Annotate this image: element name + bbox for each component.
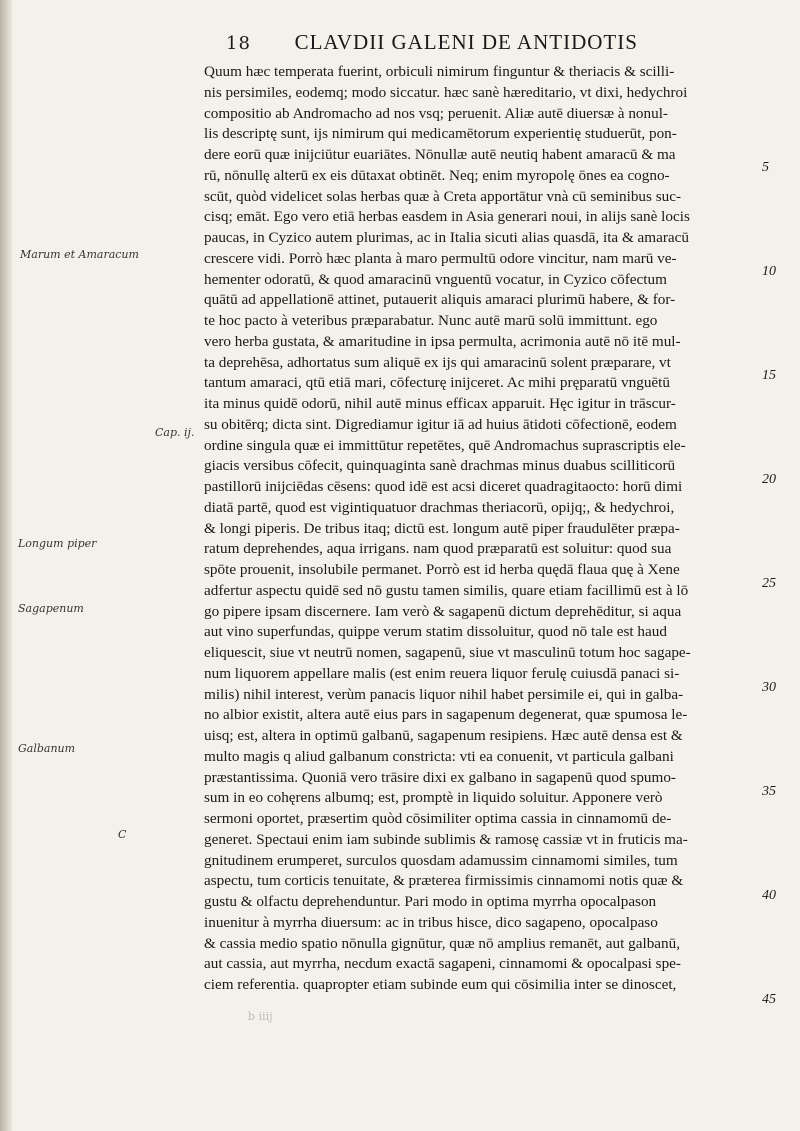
- main-text-block: [204, 62, 757, 996]
- text-line: ordine singula quæ ei immittūtur repetētes, quē Andromachus suprascriptis ele-: [204, 436, 686, 454]
- text-line: go pipere ipsam discernere. Iam verò & sagapenū dictum deprehēditur, si aqua: [204, 602, 682, 620]
- line-number: 25: [762, 576, 776, 591]
- page-header: [226, 30, 766, 55]
- text-line: giacis versibus cōfecit, quinquaginta sanè drachmas minus duabus scilliticorū: [204, 457, 676, 475]
- text-line: no albior existit, altera autē eius pars in sagapenum degenerat, quæ spumosa le-: [204, 706, 688, 724]
- text-line: vero herba gustata, & amaritudine in ipsa permulta, acrimonia autē nō itē mul-: [204, 332, 681, 350]
- text-line: rū, nōnullę alterū ex eis dūtaxat obtinēt. Neq; enim myropolę ōnes ea cogno-: [204, 166, 670, 184]
- line-number: 30: [762, 680, 776, 695]
- text-line: ta deprehēsa, adhortatus sum aliquē ex ijs qui amaracinū solent præparare, vt: [204, 353, 671, 371]
- text-line: multo magis q aliud galbanum constricta: vti ea conuenit, vt particula galbani: [204, 747, 674, 765]
- text-line: Quum hæc temperata fuerint, orbiculi nimirum finguntur & theriacis & scilli-: [204, 63, 675, 80]
- text-line: gnitudinem erumperet, surculos quosdam adamussim cinnamomi similes, tum: [204, 851, 678, 869]
- margin-note: Galbanum: [18, 742, 76, 755]
- margin-note: Sagapenum: [18, 602, 84, 615]
- text-line: compositio ab Andromacho ad nos vsq; peruenit. Aliæ autē diuersæ à nonul-: [204, 104, 668, 122]
- text-line: su obitērq; dicta sint. Digrediamur igitur iā ad huius ātidoti cōfectionē, eodem: [204, 415, 677, 433]
- text-line: paucas, in Cyzico autem plurimas, ac in Italia sicuti alias quasdā, ita & amaracū: [204, 229, 689, 246]
- text-line: te hoc pacto à veteribus præparabatur. Nunc autē marū solū immittunt. ego: [204, 312, 658, 329]
- line-number: 20: [762, 472, 776, 487]
- text-line: quātū ad appellationē attinet, putauerit aliquis amaraci plurimū habere, & for-: [204, 291, 676, 309]
- text-line: adfertur aspectu quidē sed nō gustu tamen similis, quare etiam facillimū est à lō: [204, 581, 689, 599]
- text-line: aspectu, tum corticis tenuitate, & præterea firmissimis cinnamomi notis quæ &: [204, 872, 684, 890]
- text-line: lis descriptę sunt, ijs nimirum qui medicamētorum experientię studuerūt, pon-: [204, 125, 677, 143]
- text-line: hementer odoratū, & quod amaracinū vnguentū vocatur, in Cyzico cōfectum: [204, 270, 667, 288]
- signature-mark: b iiij: [248, 1010, 273, 1023]
- text-line: diatā partē, quod est vigintiquatuor drachmas theriacorū, opijq;, & hedychroi,: [204, 498, 675, 516]
- text-line: uisq; est, altera in optimū galbanū, sagapenum resipiens. Hæc autē densa est &: [204, 727, 683, 744]
- text-line: spōte prouenit, insolubile permanet. Porrò est id herba quędā flaua quę à Xene: [204, 561, 680, 578]
- line-number: 10: [762, 264, 776, 279]
- text-line: num liquorem appellare malis (est enim reuera liquor ferulę cuiusdā panaci si-: [204, 664, 680, 682]
- text-line: gustu & olfactu deprehenduntur. Pari modo in optima myrrha opocalpason: [204, 893, 657, 910]
- page-edge: [0, 0, 12, 1131]
- text-line: pastillorū inijciēdas cēsens: quod idē est acsi diceret quadragitaocto: horū dimi: [204, 478, 683, 495]
- text-line: sum in eo cohęrens albumq; est, promptè in liquido soluitur. Apponere verò: [204, 789, 663, 807]
- margin-note: Marum et Amaracum: [20, 248, 139, 261]
- text-line: præstantissima. Quoniā vero trāsire dixi ex galbano in sagapenū quod spumo-: [204, 768, 676, 786]
- line-number: 35: [762, 784, 776, 799]
- folio-number: 18: [226, 33, 251, 54]
- text-line: tantum amaraci, qtū etiā mari, cōfecturę inijceret. Ac mihi pręparatū vnguētū: [204, 374, 670, 392]
- text-line: milis) nihil interest, verùm panacis liquor nihil habet persimile ei, qui in galba-: [204, 685, 684, 703]
- text-line: & longi piperis. De tribus itaq; dictū est. longum autē piper fraudulēter præpa-: [204, 519, 680, 537]
- text-line: & cassia medio spatio nōnulla gignūtur, quæ nō amplius remanēt, aut galbanū,: [204, 934, 681, 952]
- text-line: crescere vidi. Porrò hæc planta à maro permultū odore vincitur, nam marū ve-: [204, 249, 677, 267]
- margin-note: C: [118, 828, 127, 841]
- line-number: 15: [762, 368, 776, 383]
- line-number: 40: [762, 888, 776, 903]
- margin-note: Cap. ij.: [155, 426, 195, 439]
- text-line: aut vino superfundas, quippe verum statim dissoluitur, quod nō tale est haud: [204, 623, 667, 641]
- text-line: cisq; emāt. Ego vero etiā herbas easdem in Asia generari noui, in alijs sanè locis: [204, 208, 690, 226]
- text-line: aut cassia, aut myrrha, necdum exactā sagapeni, cinnamomi & opocalpasi spe-: [204, 955, 681, 973]
- text-line: ita minus quidē odorū, nihil autē minus efficax apparuit. Hęc igitur in trāscur-: [204, 395, 676, 412]
- text-line: inuenitur à myrrha diuersum: ac in tribus hisce, dico sagapeno, opocalpaso: [204, 913, 658, 931]
- text-line: ciem referentia. quapropter etiam subinde eum qui cōsimilia inter se dinoscet,: [204, 976, 677, 993]
- text-line: nis persimiles, eodemq; modo siccatur. hæc sanè hæreditario, vt dixi, hedychroi: [204, 83, 688, 101]
- margin-note: Longum piper: [18, 537, 97, 550]
- text-line: ratum deprehendes, aqua irrigans. nam quod præparatū est soluitur: quod sua: [204, 540, 672, 558]
- running-title: CLAVDII GALENI DE ANTIDOTIS: [294, 30, 638, 54]
- text-line: dere eorū quæ inijciūtur euariātes. Nōnullæ autē neutiq habent amaracū & ma: [204, 146, 676, 163]
- text-line: sermoni oportet, præsertim quòd cōsimiliter optima cassia in cinnamomū de-: [204, 810, 672, 827]
- text-line: generet. Spectaui enim iam subinde sublimis & ramosę cassiæ vt in fruticis ma-: [204, 830, 688, 848]
- line-number: 45: [762, 992, 776, 1007]
- line-number: 5: [762, 160, 769, 175]
- text-line: scūt, quòd videlicet solas herbas quæ à Creta apportātur vnà cū seminibus suc-: [204, 187, 682, 205]
- text-line: eliquescit, siue vt neutrū nomen, sagapenū, siue vt masculinū totum hoc sagape-: [204, 644, 691, 661]
